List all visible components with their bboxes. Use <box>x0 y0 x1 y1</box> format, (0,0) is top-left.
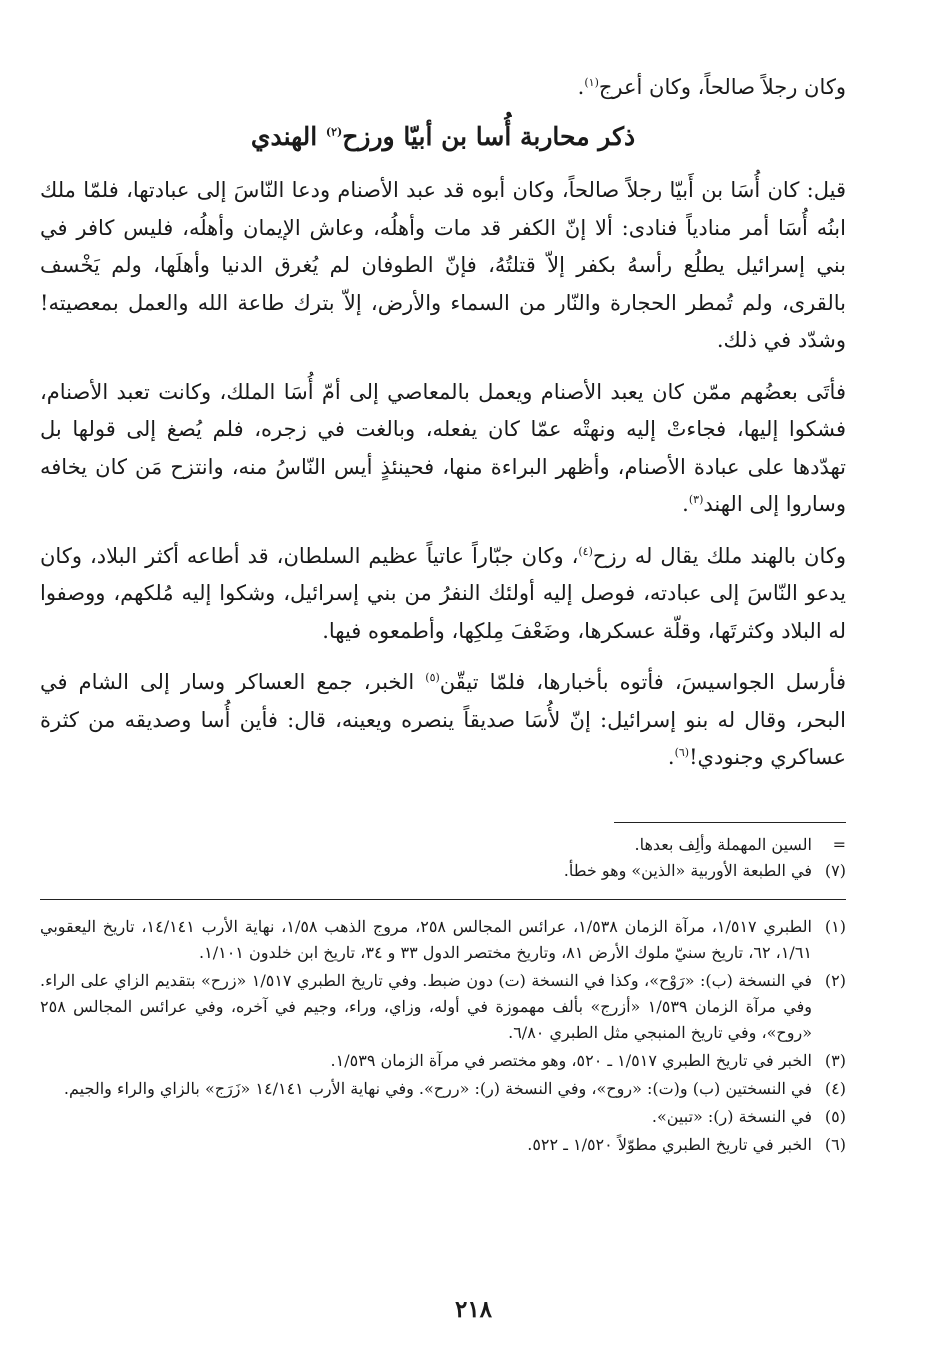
paragraph-4-rest: الخبر، جمع العساكر وسار إلى الشام في البحر، وقال له بنو إسرائيل: إنّ لأُسَا صديقاً ينصره ويعينه، قال: فأين أُسا وصديقه من كثرة عساكري وجنودي! <box>40 670 846 769</box>
footnote-3-number: (٣) <box>824 1051 846 1070</box>
section-heading-text: ذكر محاربة أُسا بن أبيّا ورزح <box>342 122 636 151</box>
section-heading <box>40 120 846 154</box>
footnote-7 <box>40 858 846 884</box>
footnote-5-text: في النسخة (ر): «تبين». <box>651 1107 812 1126</box>
footnotes <box>40 914 846 1160</box>
continued-note-marker: = <box>832 835 846 854</box>
paragraph-4 <box>40 664 846 777</box>
paragraph-2 <box>40 374 846 524</box>
paragraph-2-text: فأتَى بعضُهم ممّن كان يعبد الأصنام ويعمل بالمعاصي إلى أمّ أُسَا الملك، وكانت تعبد الأصنام، فشكوا إليها، فجاءتْ إليه ونهتْه عمّا كان يفعله، وبالغت في زجره، فلم يُصغ إلى قولها بل تهدّدها على عبادة الأصنام، وأظهر البراءة منها، فحينئذٍ أيس النّاسُ منه، وانتزح مَن كان يخافه وساروا إلى الهند <box>40 379 846 516</box>
continued-note <box>40 832 846 858</box>
footnotes-divider <box>40 899 846 900</box>
footnote-ref-5: (٥) <box>425 671 440 684</box>
footnote-ref-3: (٣) <box>688 493 704 506</box>
footnote-1-number: (١) <box>824 917 846 936</box>
footnote-3 <box>40 1048 846 1074</box>
footnote-4-number: (٤) <box>824 1079 846 1098</box>
footnote-1 <box>40 914 846 966</box>
paragraph-4-text: فأرسل الجواسيسَ، فأتوه بأخبارها، فلمّا تيقّن <box>439 670 846 694</box>
main-text-area <box>40 72 846 791</box>
continued-footnotes <box>40 832 846 884</box>
paragraph-3 <box>40 538 846 651</box>
footnote-1-text: الطبري ١/٥١٧، مرآة الزمان ١/٥٣٨، عرائس المجالس ٢٥٨، مروج الذهب ١/٥٨، نهاية الأرب ١٤/١٤١، تاريخ اليعقوبي ١/٦١، ٦٢، تاريخ سنيّ ملوك الأرض ٨١، وتاريخ مختصر الدول ٣٣ و ٣٤، تاريخ ابن خلدون ١/١٠١. <box>40 917 812 962</box>
opening-line-text: وكان رجلاً صالحاً، وكان أعرج <box>598 75 846 99</box>
footnote-ref-1: (١) <box>584 76 599 89</box>
paragraph-4-end: . <box>667 745 675 769</box>
paragraph-1-text: قيل: كان أُسَا بن أَبيّا رجلاً صالحاً، وكان أبوه قد عبد الأصنام ودعا النّاسَ إلى عبادتها، فلمّا ملك ابنُه أُسَا أمر منادياً فنادى: ألا إنّ الكفر قد مات وأهلُه، وعاش الإيمان وأهلُه، فليس كافر في بني إسرائيل يطلُع رأسهُ بكفر إلاّ قتلتُهُ، فإنّ الطوفان لم يُغرق الدنيا وأهلَها، ولم يَخْسف بالقرى، ولم تُمطر الحجارة والنّار من السماء والأرض، إلاّ بترك طاعة الله والعمل بمعصيته! وشدّد في ذلك. <box>40 178 846 352</box>
footnote-ref-4: (٤) <box>578 544 593 558</box>
paragraph-1 <box>40 172 846 360</box>
paragraph-2-end: . <box>682 492 689 516</box>
footnote-7-text: في الطبعة الأوربية «الذين» وهو خطأ. <box>563 861 812 880</box>
footnote-2-text: في النسخة (ب): «رَوْح»، وكذا في النسخة (ت) دون ضبط. وفي تاريخ الطبري ١/٥١٧ «زرح» بتقديم الزاي على الراء. وفي مرآة الزمان ١/٥٣٩ «أزرج» بألف مهموزة في أوله، وزاي، وراء، وجيم في آخره، وفي عرائس المجالس ٢٥٨ «روح»، وفي تاريخ المنبجي مثل الطبري ٦/٨٠. <box>40 971 812 1042</box>
footnote-2 <box>40 968 846 1046</box>
footnote-4-text: في النسختين (ب) و(ت): «روح»، وفي النسخة (ر): «ررح». وفي نهاية الأرب ١٤/١٤١ «زَرَج» بالزاي والراء والجيم. <box>63 1079 812 1098</box>
footnote-5 <box>40 1104 846 1130</box>
footnote-ref-2: (٢) <box>325 125 343 139</box>
footnote-6-number: (٦) <box>824 1135 846 1154</box>
footnote-6 <box>40 1132 846 1158</box>
footnote-ref-6: (٦) <box>674 746 690 759</box>
footnote-4 <box>40 1076 846 1102</box>
footnote-7-number: (٧) <box>824 861 846 880</box>
continued-notes-divider <box>614 822 846 823</box>
paragraph-3-rest: ، وكان جبّاراً عاتياً عظيم السلطان، قد أطاعه أكثر البلاد، وكان يدعو النّاسَ إلى عبادته، فوصل إليه أولئك النفرُ من بني إسرائيل، وشكوا إليه مُلكهم، ووصفوا له البلاد وكثرتَها، وقلّة عسكرها، وضَعْفَ مِلكِها، وأطمعوه فيها. <box>40 543 846 643</box>
footnote-3-text: الخبر في تاريخ الطبري ١/٥١٧ ـ ٥٢٠، وهو مختصر في مرآة الزمان ١/٥٣٩. <box>330 1051 812 1070</box>
opening-line-end: . <box>577 75 585 99</box>
page-number: ٢١٨ <box>454 1296 493 1323</box>
section-heading-text-end: الهندي <box>250 122 326 151</box>
footnote-2-number: (٢) <box>824 971 846 990</box>
footnote-5-number: (٥) <box>824 1107 846 1126</box>
opening-line <box>40 72 846 102</box>
paragraph-3-text: وكان بالهند ملك يقال له رزح <box>592 543 846 568</box>
footnote-6-text: الخبر في تاريخ الطبري مطوّلاً ١/٥٢٠ ـ ٥٢٢. <box>527 1135 812 1154</box>
continued-note-text: السين المهملة وألِف بعدها. <box>634 835 812 854</box>
